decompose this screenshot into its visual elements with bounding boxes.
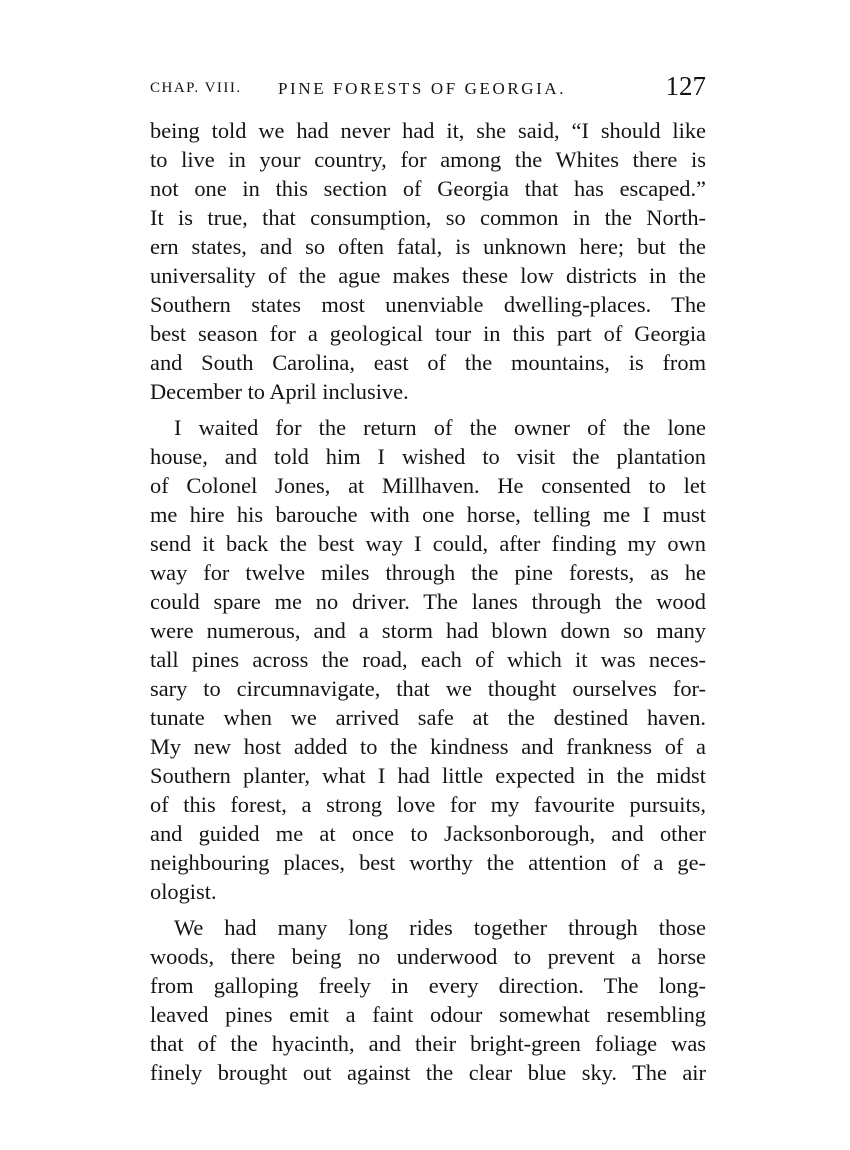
text-line: send it back the best way I could, after finding my own (150, 531, 706, 556)
paragraph-2 (150, 413, 706, 906)
chapter-label: CHAP. VIII. (150, 80, 242, 96)
text-line: We had many long rides together through those (174, 915, 706, 940)
page-number: 127 (665, 71, 706, 101)
text-line: of this forest, a strong love for my favourite pursuits, (150, 792, 706, 817)
running-title: PINE FORESTS OF GEORGIA. (278, 79, 567, 98)
text-line: leaved pines emit a faint odour somewhat resembling (150, 1002, 706, 1027)
running-head (150, 71, 706, 104)
paragraph-3 (150, 913, 706, 1087)
text-line: that of the hyacinth, and their bright-green foliage was (150, 1031, 706, 1056)
text-line: of Colonel Jones, at Millhaven. He consented to let (150, 473, 706, 498)
text-line: and South Carolina, east of the mountains, is from (150, 350, 706, 375)
text-line: finely brought out against the clear blue sky. The air (150, 1060, 706, 1085)
text-line: could spare me no driver. The lanes through the wood (150, 589, 706, 614)
text-line: ologist. (150, 879, 217, 904)
text-line: tunate when we arrived safe at the destined haven. (150, 705, 706, 730)
text-line: It is true, that consumption, so common in the North- (150, 205, 706, 230)
text-line: to live in your country, for among the Whites there is (150, 147, 706, 172)
text-line: ern states, and so often fatal, is unknown here; but the (150, 234, 706, 259)
text-line: me hire his barouche with one horse, telling me I must (150, 502, 706, 527)
text-line: Southern planter, what I had little expected in the midst (150, 763, 706, 788)
text-line: were numerous, and a storm had blown down so many (150, 618, 706, 643)
paragraph-1 (150, 116, 706, 406)
text-line: woods, there being no underwood to prevent a horse (150, 944, 706, 969)
text-line: neighbouring places, best worthy the attention of a ge- (150, 850, 706, 875)
text-line: Southern states most unenviable dwelling-places. The (150, 292, 706, 317)
text-line: being told we had never had it, she said, “I should like (150, 118, 706, 143)
text-line: and guided me at once to Jacksonborough, and other (150, 821, 706, 846)
text-line: way for twelve miles through the pine forests, as he (150, 560, 706, 585)
text-line: sary to circumnavigate, that we thought ourselves for- (150, 676, 706, 701)
text-line: December to April inclusive. (150, 379, 409, 404)
body-text (150, 116, 706, 1087)
text-line: My new host added to the kindness and frankness of a (150, 734, 706, 759)
text-line: universality of the ague makes these low districts in the (150, 263, 706, 288)
text-line: I waited for the return of the owner of the lone (174, 415, 706, 440)
text-line: house, and told him I wished to visit the plantation (150, 444, 706, 469)
text-line: best season for a geological tour in this part of Georgia (150, 321, 706, 346)
text-line: tall pines across the road, each of which it was neces- (150, 647, 706, 672)
text-line: from galloping freely in every direction. The long- (150, 973, 706, 998)
text-line: not one in this section of Georgia that has escaped.” (150, 176, 706, 201)
